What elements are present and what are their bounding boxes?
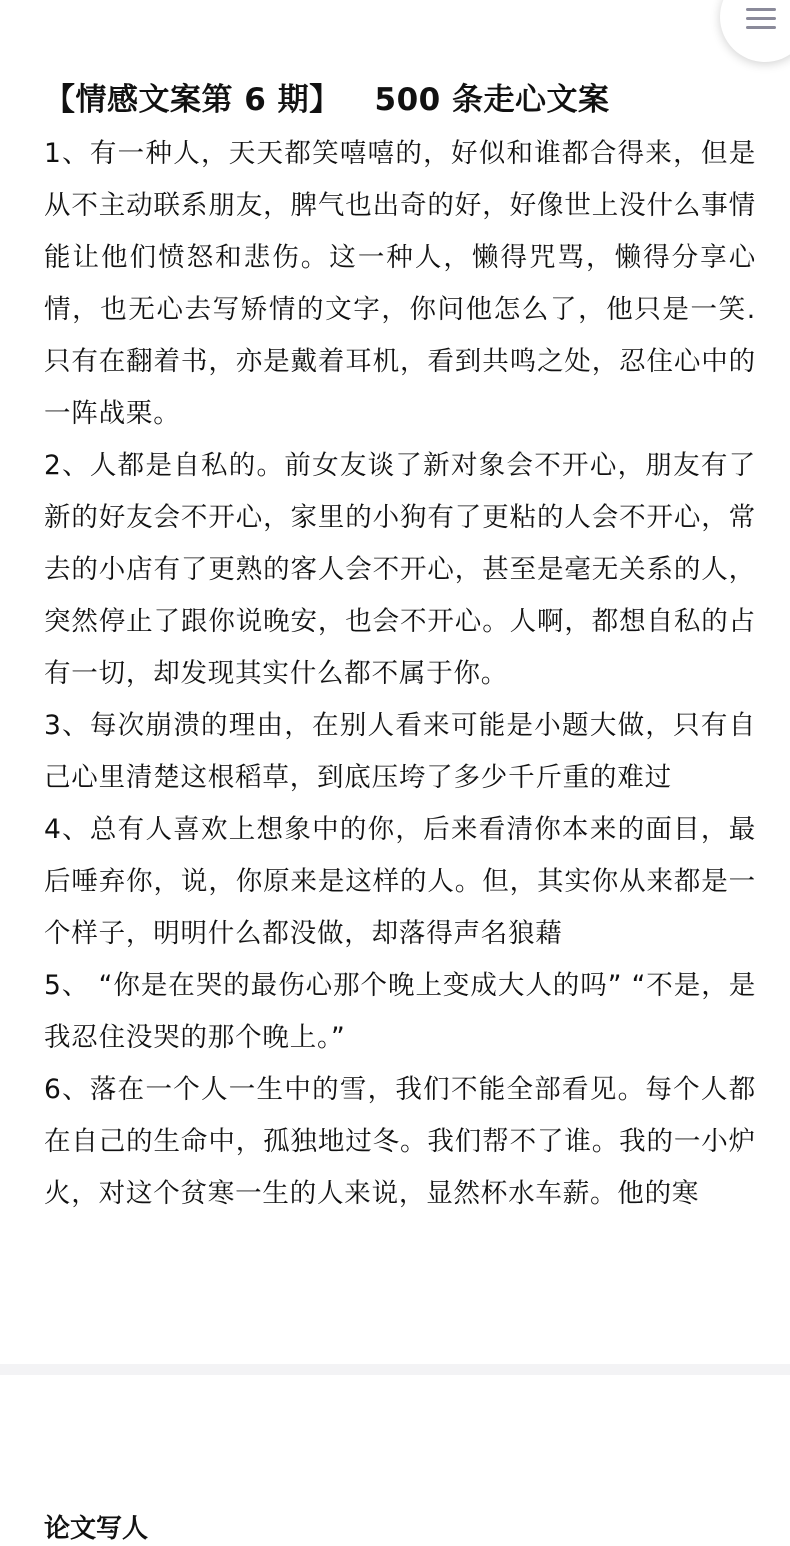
next-section-heading: 论文写人 bbox=[44, 1514, 149, 1544]
paragraph-6: 6、落在一个人一生中的雪，我们不能全部看见。每个人都在自己的生命中，孤独地过冬。我们帮不了谁。我的一小炉火，对这个贫寒一生的人来说，显然杯水车薪。他的寒 bbox=[44, 1074, 756, 1209]
hamburger-menu-icon bbox=[746, 8, 776, 30]
paragraph-4: 4、总有人喜欢上想象中的你，后来看清你本来的面目，最后唾弃你，说，你原来是这样的人。但，其实你从来都是一个样子，明明什么都没做，却落得声名狼藉 bbox=[44, 814, 756, 949]
paragraph-5: 5、 “你是在哭的最伤心那个晚上变成大人的吗” “不是，是我忍住没哭的那个晚上。” bbox=[44, 970, 756, 1053]
paragraph-1: 1、有一种人，天天都笑嘻嘻的，好似和谁都合得来，但是从不主动联系朋友，脾气也出奇的好，好像世上没什么事情能让他们愤怒和悲伤。这一种人，懒得咒骂，懒得分享心情，也无心去写矫情的文字，你问他怎么了，他只是一笑. 只有在翻着书，亦是戴着耳机，看到共鸣之处，忍住心中的一阵战栗。 bbox=[44, 138, 756, 429]
article-body bbox=[44, 72, 756, 1220]
paragraph-3: 3、每次崩溃的理由，在别人看来可能是小题大做，只有自己心里清楚这根稻草，到底压垮了多少千斤重的难过 bbox=[44, 710, 756, 793]
paragraph-2: 2、人都是自私的。前女友谈了新对象会不开心，朋友有了新的好友会不开心，家里的小狗有了更粘的人会不开心，常去的小店有了更熟的客人会不开心，甚至是毫无关系的人，突然停止了跟你说晚安，也会不开心。人啊，都想自私的占有一切，却发现其实什么都不属于你。 bbox=[44, 450, 756, 689]
menu-button[interactable] bbox=[720, 0, 790, 62]
article-title: 【情感文案第 6 期】 500 条走心文案 bbox=[44, 82, 610, 118]
section-divider bbox=[0, 1364, 790, 1375]
